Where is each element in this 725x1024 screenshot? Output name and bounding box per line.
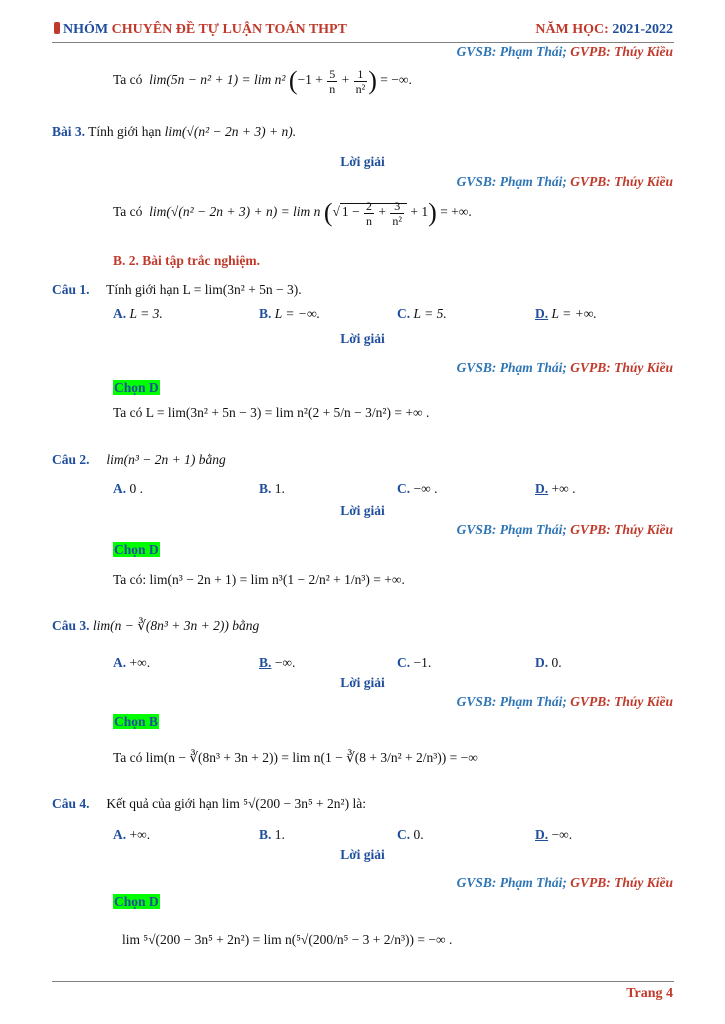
credit-line: GVSB: Phạm Thái; GVPB: Thúy Kiều: [456, 522, 673, 537]
q2-choice: Chọn D: [114, 542, 159, 557]
q1-option-b: B. L = −∞.: [259, 306, 320, 321]
header-divider: [52, 42, 674, 43]
bai3-prompt: Bài 3. Tính giới hạn lim(√(n² − 2n + 3) + n).: [52, 124, 297, 139]
bai3-solution-title: Lời giải: [340, 154, 385, 169]
q1-choice: Chọn D: [114, 380, 159, 395]
q4-option-a: A. +∞.: [113, 827, 151, 842]
header-title: NHÓM CHUYÊN ĐỀ TỰ LUẬN TOÁN THPT: [54, 22, 347, 38]
credit-line: GVSB: Phạm Thái; GVPB: Thúy Kiều: [456, 44, 673, 59]
q4-choice: Chọn D: [114, 894, 159, 909]
q4-option-c: C. 0.: [397, 827, 424, 842]
credit-line: GVSB: Phạm Thái; GVPB: Thúy Kiều: [456, 360, 673, 375]
top-solution: Ta có lim(5n − n² + 1) = lim n² (−1 + $\frac{5}{n}$ + $\frac{1}{\text{n²}}$ ) = −∞.: [113, 66, 412, 96]
q1-solution-title: Lời giải: [340, 331, 385, 346]
credit-line: GVSB: Phạm Thái; GVPB: Thúy Kiều: [456, 875, 673, 890]
header-year: NĂM HỌC: 2021-2022: [535, 22, 673, 37]
question-1: Câu 1. Tính giới hạn L = lim(3n² + 5n − 3).: [52, 282, 302, 297]
q2-option-a: A. 0 .: [113, 481, 143, 496]
q3-choice: Chọn B: [114, 714, 158, 729]
q4-solution-title: Lời giải: [340, 847, 385, 862]
section-heading: B. 2. Bài tập trắc nghiệm.: [113, 253, 260, 268]
q3-solution: Ta có lim(n − ∛(8n³ + 3n + 2)) = lim n(1 − ∛(8 + 3/n² + 2/n³)) = −∞: [113, 750, 478, 765]
bai3-solution: Ta có lim(√(n² − 2n + 3) + n) = lim n (√ 1 − $\frac{2}{n}$ + $\frac{3}{\text{n²}}$ + 1) = +∞.: [113, 198, 472, 228]
q3-solution-title: Lời giải: [340, 675, 385, 690]
q2-solution: Ta có: lim(n³ − 2n + 1) = lim n³(1 − 2/n² + 1/n³) = +∞.: [113, 572, 405, 587]
credit-line: GVSB: Phạm Thái; GVPB: Thúy Kiều: [456, 694, 673, 709]
q3-option-b: B. −∞.: [259, 655, 296, 670]
q4-option-d: D. −∞.: [535, 827, 573, 842]
q1-solution: Ta có L = lim(3n² + 5n − 3) = lim n²(2 + 5/n − 3/n²) = +∞ .: [113, 405, 430, 420]
q1-option-d: D. L = +∞.: [535, 306, 597, 321]
q2-option-d: D. +∞ .: [535, 481, 576, 496]
q4-option-b: B. 1.: [259, 827, 285, 842]
q3-option-c: C. −1.: [397, 655, 432, 670]
logo-icon: [54, 22, 60, 34]
q3-option-d: D. 0.: [535, 655, 562, 670]
footer-divider: [52, 981, 674, 982]
question-2: Câu 2. lim(n³ − 2n + 1) bằng: [52, 452, 226, 467]
page-number: Trang 4: [626, 986, 673, 1001]
q2-solution-title: Lời giải: [340, 503, 385, 518]
q4-solution: lim ⁵√(200 − 3n⁵ + 2n²) = lim n(⁵√(200/n⁵ − 3 + 2/n³)) = −∞ .: [122, 932, 453, 947]
q2-option-c: C. −∞ .: [397, 481, 438, 496]
q2-option-b: B. 1.: [259, 481, 285, 496]
q3-option-a: A. +∞.: [113, 655, 151, 670]
question-3: Câu 3. lim(n − ∛(8n³ + 3n + 2)) bằng: [52, 618, 260, 633]
q1-option-c: C. L = 5.: [397, 306, 447, 321]
credit-line: GVSB: Phạm Thái; GVPB: Thúy Kiều: [456, 174, 673, 189]
question-4: Câu 4. Kết quả của giới hạn lim ⁵√(200 − 3n⁵ + 2n²) là:: [52, 796, 366, 811]
q1-option-a: A. L = 3.: [113, 306, 163, 321]
